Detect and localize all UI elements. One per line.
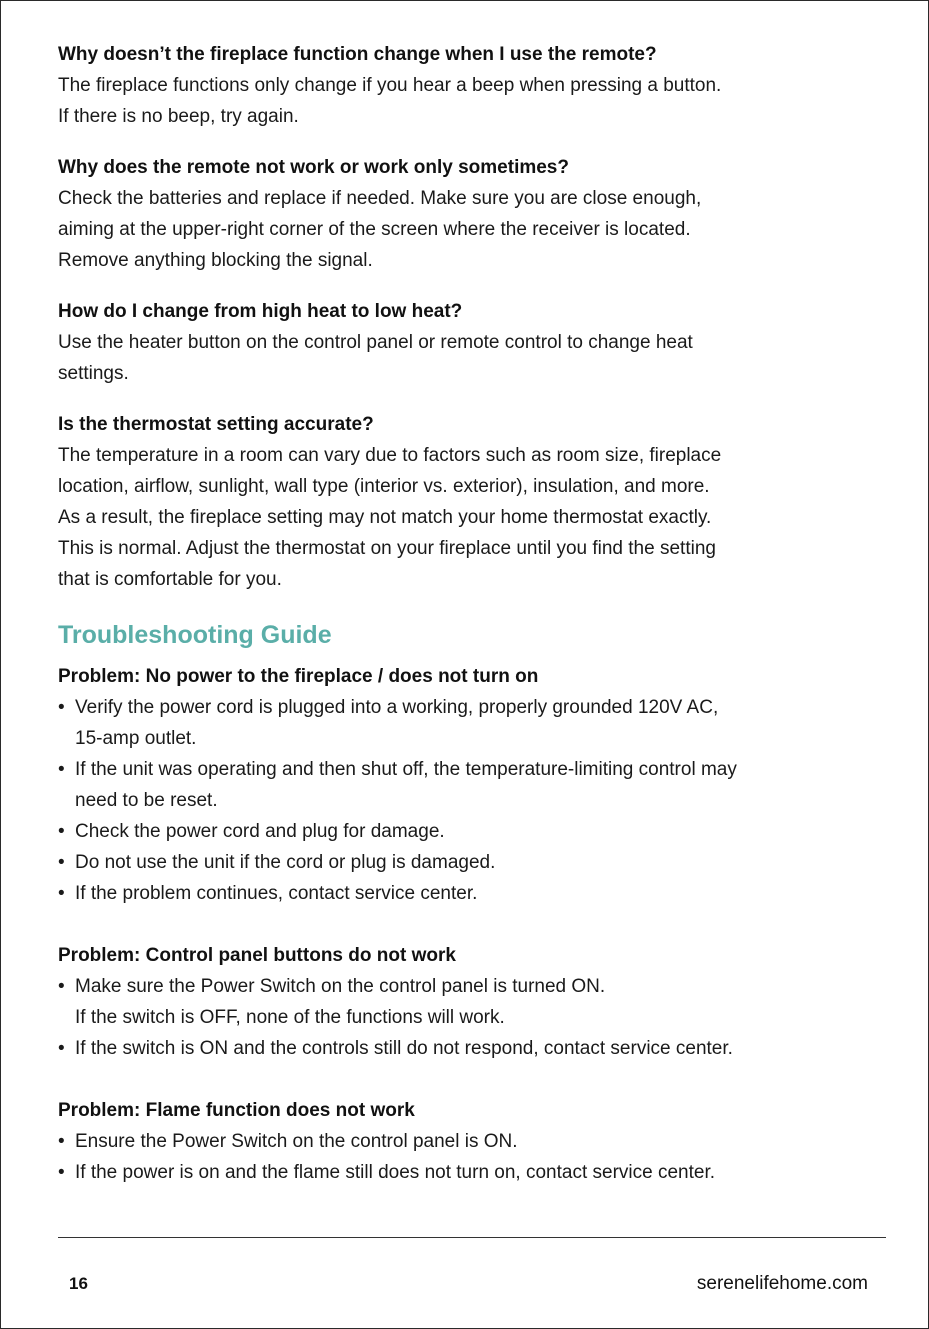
faq-answer-line: This is normal. Adjust the thermostat on your fireplace until you find the setting [58,538,716,559]
page-number: 16 [69,1274,88,1293]
faq-question: Why doesn’t the fireplace function change when I use the remote? [58,44,657,65]
problem-list-item [58,1033,888,1064]
footer-website: serenelifehome.com [696,1273,868,1294]
problem-block [58,940,888,1064]
problem-block [58,661,888,909]
faq-item [58,409,888,595]
footer-divider [58,1237,886,1238]
bullet-icon: • [58,697,65,718]
problem-list [58,1126,888,1188]
problem-item-line: If the switch is ON and the controls still do not respond, contact service center. [75,1038,733,1059]
bullet-icon: • [58,821,65,842]
problem-item-line: Ensure the Power Switch on the control panel is ON. [75,1131,518,1152]
problem-item-line: If the unit was operating and then shut off, the temperature-limiting control may [75,759,737,780]
faq-answer-line: The temperature in a room can vary due to factors such as room size, fireplace [58,445,722,466]
faq-answer-line: Check the batteries and replace if needed. Make sure you are close enough, [58,188,702,209]
faq-item [58,152,888,276]
problem-item-line: Verify the power cord is plugged into a working, properly grounded 120V AC, [75,697,719,718]
problem-list-item [58,754,888,816]
problem-block [58,1095,888,1188]
problem-list [58,692,888,909]
faq-answer-line: If there is no beep, try again. [58,106,299,127]
page-content [58,39,888,1219]
faq-answer-line: that is comfortable for you. [58,569,282,590]
problem-item-line: If the switch is OFF, none of the functions will work. [75,1007,505,1028]
faq-item [58,296,888,389]
bullet-icon: • [58,976,65,997]
problem-heading: Problem: Flame function does not work [58,1100,415,1121]
problem-item-line: need to be reset. [75,790,218,811]
faq-question: How do I change from high heat to low heat? [58,301,463,322]
problem-list-item [58,692,888,754]
faq-item [58,39,888,132]
faq-answer-line: aiming at the upper-right corner of the screen where the receiver is located. [58,219,691,240]
problem-item-line: 15-amp outlet. [75,728,197,749]
problem-item-line: If the power is on and the flame still does not turn on, contact service center. [75,1162,716,1183]
problem-list-item [58,971,888,1033]
problem-list-item [58,1126,888,1157]
faq-question: Is the thermostat setting accurate? [58,414,374,435]
troubleshooting-title: Troubleshooting Guide [58,621,332,649]
faq-answer-line: location, airflow, sunlight, wall type (interior vs. exterior), insulation, and more. [58,476,710,497]
faq-section [58,39,888,595]
problem-list-item [58,878,888,909]
problem-item-line: If the problem continues, contact service center. [75,883,478,904]
problem-heading: Problem: Control panel buttons do not work [58,945,456,966]
bullet-icon: • [58,1162,65,1183]
bullet-icon: • [58,759,65,780]
faq-question: Why does the remote not work or work only sometimes? [58,157,569,178]
bullet-icon: • [58,1038,65,1059]
faq-answer-line: Remove anything blocking the signal. [58,250,373,271]
problem-list [58,971,888,1064]
bullet-icon: • [58,852,65,873]
faq-answer-line: Use the heater button on the control panel or remote control to change heat [58,332,693,353]
problem-item-line: Do not use the unit if the cord or plug is damaged. [75,852,496,873]
faq-answer-line: settings. [58,363,129,384]
problem-list-item [58,847,888,878]
bullet-icon: • [58,1131,65,1152]
bullet-icon: • [58,883,65,904]
problem-item-line: Check the power cord and plug for damage. [75,821,445,842]
faq-answer-line: The fireplace functions only change if you hear a beep when pressing a button. [58,75,722,96]
problem-list-item [58,816,888,847]
problem-item-line: Make sure the Power Switch on the control panel is turned ON. [75,976,606,997]
faq-answer-line: As a result, the fireplace setting may not match your home thermostat exactly. [58,507,712,528]
problem-heading: Problem: No power to the fireplace / does not turn on [58,666,539,687]
troubleshooting-section [58,661,888,1188]
problem-list-item [58,1157,888,1188]
